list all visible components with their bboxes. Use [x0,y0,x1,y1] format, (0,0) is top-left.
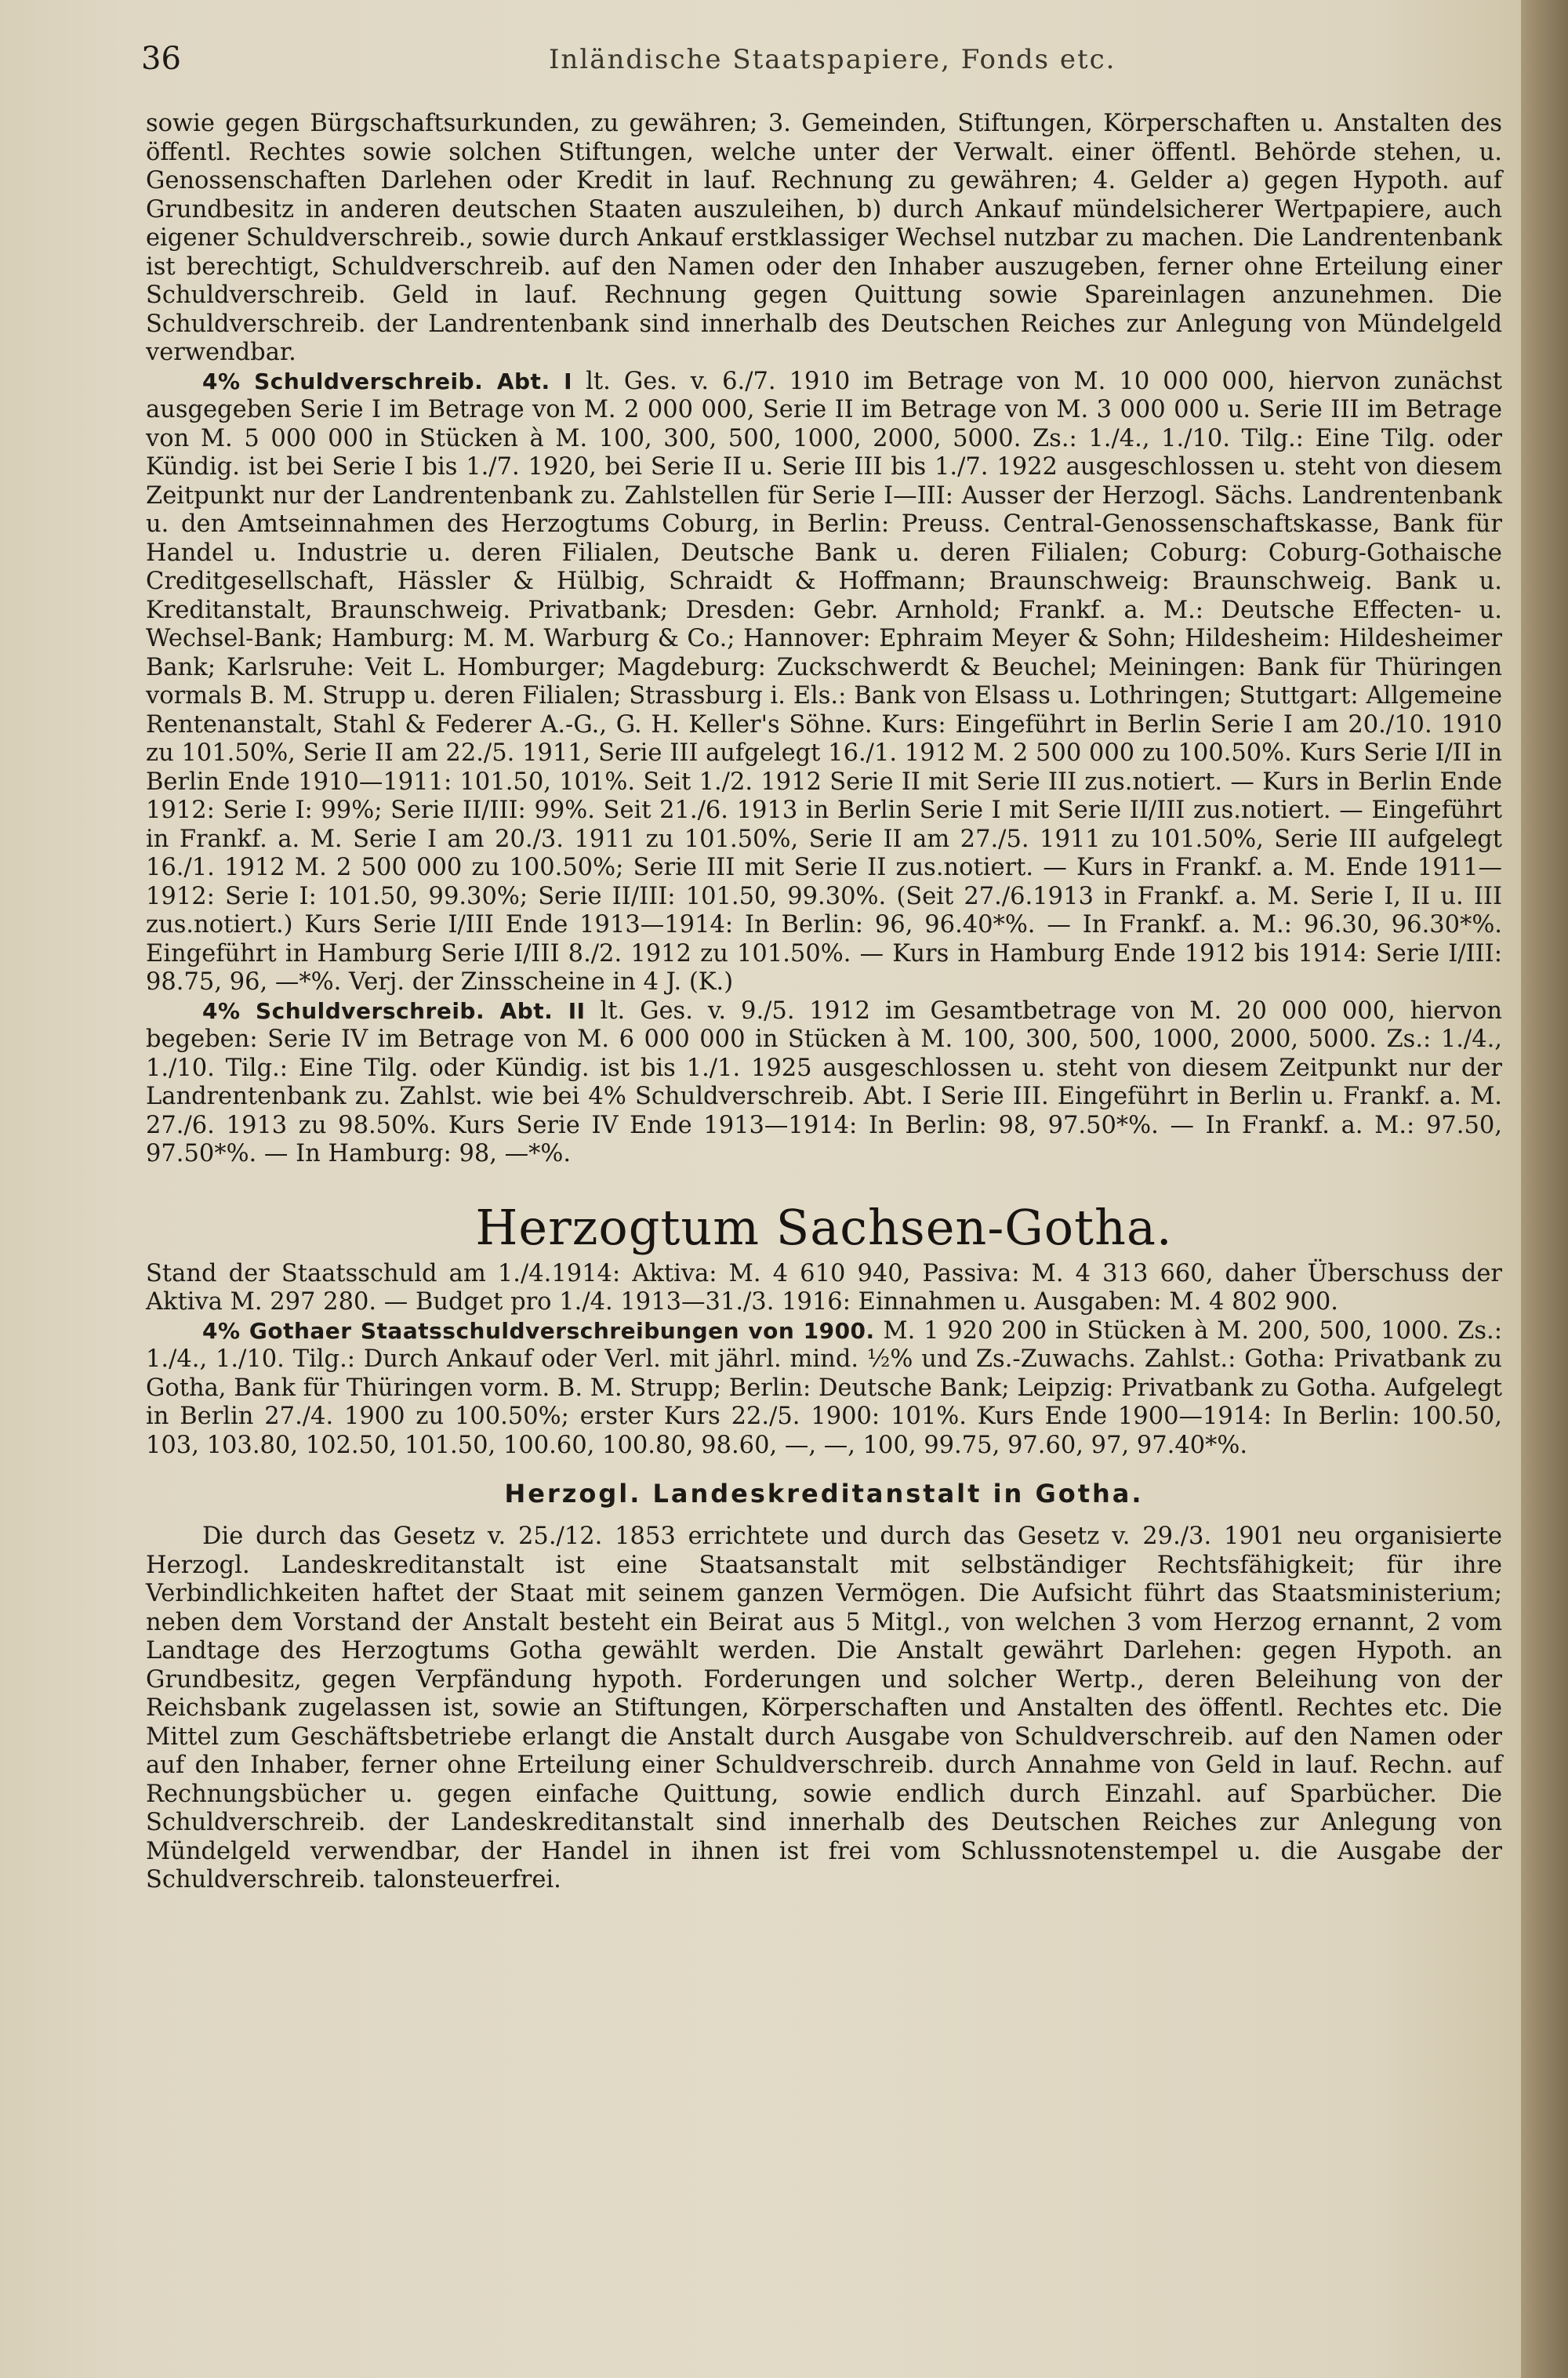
page-edge [1521,0,1568,2378]
page-header [141,41,1505,88]
paragraph: 4% Schuldverschreib. Abt. II lt. Ges. v. 9./5. 1912 im Gesamtbetrage von M. 20 000 000, hiervon begeben: Serie IV im Betrage von M. 6 000 000 in Stücken à M. 100, 300, 500, 1000, 2000, 5000. Zs.: 1./4., 1./10. Tilg.: Eine Tilg. oder Kündig. ist bis 1./1. 1925 ausgeschlossen u. steht von diesem Zeitpunkt nur der Landrentenbank zu. Zahlst. wie bei 4% Schuldverschreib. Abt. I Serie III. Eingeführt in Berlin u. Frankf. a. M. 27./6. 1913 zu 98.50%. Kurs Serie IV Ende 1913—1914: In Berlin: 98, 97.50*%. — In Frankf. a. M.: 97.50, 97.50*%. — In Hamburg: 98, —*%. [146,997,1502,1167]
paragraph: 4% Schuldverschreib. Abt. I lt. Ges. v. 6./7. 1910 im Betrage von M. 10 000 000, hiervon zunächst ausgegeben Serie I im Betrage von M. 2 000 000, Serie II im Betrage von M. 3 000 000 u. Serie III im Betrage von M. 5 000 000 in Stücken à M. 100, 300, 500, 1000, 2000, 5000. Zs.: 1./4., 1./10. Tilg.: Eine Tilg. oder Kündig. ist bei Serie I bis 1./7. 1920, bei Serie II u. Serie III bis 1./7. 1922 ausgeschlossen u. steht von diesem Zeitpunkt nur der Landrentenbank zu. Zahlstellen für Serie I—III: Ausser der Herzogl. Sächs. Landrentenbank u. den Amtseinnahmen des Herzogtums Coburg, in Berlin: Preuss. Central-Genossenschaftskasse, Bank für Handel u. Industrie u. deren Filialen, Deutsche Bank u. deren Filialen; Coburg: Coburg-Gothaische Creditgesellschaft, Hässler & Hülbig, Schraidt & Hoffmann; Braunschweig: Braunschweig. Bank u. Kreditanstalt, Braunschweig. Privatbank; Dresden: Gebr. Arnhold; Frankf. a. M.: Deutsche Effecten- u. Wechsel-Bank; Hamburg: M. M. Warburg & Co.; Hannover: Ephraim Meyer & Sohn; Hildesheim: Hildesheimer Bank; Karlsruhe: Veit L. Homburger; Magdeburg: Zuckschwerdt & Beuchel; Meiningen: Bank für Thüringen vormals B. M. Strupp u. deren Filialen; Strassburg i. Els.: Bank von Elsass u. Lothringen; Stuttgart: Allgemeine Rentenanstalt, Stahl & Federer A.-G., G. H. Keller's Söhne. Kurs: Eingeführt in Berlin Serie I am 20./10. 1910 zu 101.50%, Serie II am 22./5. 1911, Serie III aufgelegt 16./1. 1912 M. 2 500 000 zu 100.50%. Kurs Serie I/II in Berlin Ende 1910—1911: 101.50, 101%. Seit 1./2. 1912 Serie II mit Serie III zus.notiert. — Kurs in Berlin Ende 1912: Serie I: 99%; Serie II/III: 99%. Seit 21./6. 1913 in Berlin Serie I mit Serie II/III zus.notiert. — Eingeführt in Frankf. a. M. Serie I am 20./3. 1911 zu 101.50%, Serie II am 27./5. 1911 zu 101.50%, Serie III aufgelegt 16./1. 1912 M. 2 500 000 zu 100.50%; Serie III mit Serie II zus.notiert. — Kurs in Frankf. a. M. Ende 1911—1912: Serie I: 101.50, 99.30%; Serie II/III: 101.50, 99.30%. (Seit 27./6.1913 in Frankf. a. M. Serie I, II u. III zus.notiert.) Kurs Serie I/III Ende 1913—1914: In Berlin: 96, 96.40*%. — In Frankf. a. M.: 96.30, 96.30*%. Eingeführt in Hamburg Serie I/III 8./2. 1912 zu 101.50%. — Kurs in Hamburg Ende 1912 bis 1914: Serie I/III: 98.75, 96, —*%. Verj. der Zinsscheine in 4 J. (K.) [146,367,1502,996]
paragraph-lead: 4% Gothaer Staatsschuldverschreibungen von 1900. [202,1317,875,1344]
section-heading: Herzogtum Sachsen-Gotha. [475,1198,1173,1256]
paragraph-lead: 4% Schuldverschreib. Abt. I [202,368,573,394]
paragraph: Die durch das Gesetz v. 25./12. 1853 errichtete und durch das Gesetz v. 29./3. 1901 neu organisierte Herzogl. Landeskreditanstalt ist eine Staatsanstalt mit selbständiger Rechtsfähigkeit; für ihre Verbindlichkeiten haftet der Staat mit seinem ganzen Vermögen. Die Aufsicht führt das Staatsministerium; neben dem Vorstand der Anstalt besteht ein Beirat aus 5 Mitgl., von welchen 3 vom Herzog ernannt, 2 vom Landtage des Herzogtums Gotha gewählt werden. Die Anstalt gewährt Darlehen: gegen Hypoth. an Grundbesitz, gegen Verpfändung hypoth. Forderungen und solcher Wertp., deren Beleihung von der Reichsbank zugelassen ist, sowie an Stiftungen, Körperschaften und Anstalten des öffentl. Rechtes etc. Die Mittel zum Geschäftsbetriebe erlangt die Anstalt durch Ausgabe von Schuldverschreib. auf den Namen oder auf den Inhaber, ferner ohne Erteilung einer Schuldverschreib. durch Annahme von Geld in lauf. Rechn. auf Rechnungsbücher u. gegen einfache Quittung, sowie endlich durch Einzahl. auf Sparbücher. Die Schuldverschreib. der Landeskreditanstalt sind innerhalb des Deutschen Reiches zur Anlegung von Mündelgeld verwendbar, der Handel in ihnen ist frei vom Schlussnotenstempel u. die Ausgabe der Schuldverschreib. talonsteuerfrei. [146,1523,1502,1893]
paragraph-lead: 4% Schuldverschreib. Abt. II [202,997,586,1024]
running-title: Inländische Staatspapiere, Fonds etc. [549,44,1116,75]
paragraph: Stand der Staatsschuld am 1./4.1914: Aktiva: M. 4 610 940, Passiva: M. 4 313 660, daher Überschuss der Aktiva M. 297 280. — Budget pro 1./4. 1913—31./3. 1916: Einnahmen u. Ausgaben: M. 4 802 900. [146,1259,1502,1316]
page-body [146,110,1502,1895]
paragraph: 4% Gothaer Staatsschuldverschreibungen von 1900. M. 1 920 200 in Stücken à M. 200, 500, 1000. Zs.: 1./4., 1./10. Tilg.: Durch Ankauf oder Verl. mit jährl. mind. ½% und Zs.-Zuwachs. Zahlst.: Gotha: Privatbank zu Gotha, Bank für Thüringen vorm. B. M. Strupp; Berlin: Deutsche Bank; Leipzig: Privatbank zu Gotha. Aufgelegt in Berlin 27./4. 1900 zu 100.50%; erster Kurs 22./5. 1900: 101%. Kurs Ende 1900—1914: In Berlin: 100.50, 103, 103.80, 102.50, 101.50, 100.60, 100.80, 98.60, —, —, 100, 99.75, 97.60, 97, 97.40*%. [146,1316,1502,1459]
paragraph: sowie gegen Bürgschaftsurkunden, zu gewähren; 3. Gemeinden, Stiftungen, Körperschaften u. Anstalten des öffentl. Rechtes sowie solchen Stiftungen, welche unter der Verwalt. einer öffentl. Behörde stehen, u. Genossenschaften Darlehen oder Kredit in lauf. Rechnung zu gewähren; 4. Gelder a) gegen Hypoth. auf Grundbesitz in anderen deutschen Staaten auszuleihen, b) durch Ankauf mündelsicherer Wertpapiere, auch eigener Schuldverschreib., sowie durch Ankauf erstklassiger Wechsel nutzbar zu machen. Die Landrentenbank ist berechtigt, Schuldverschreib. auf den Namen oder den Inhaber auszugeben, ferner ohne Erteilung einer Schuldverschreib. Geld in lauf. Rechnung gegen Quittung sowie Spareinlagen anzunehmen. Die Schuldverschreib. der Landrentenbank sind innerhalb des Deutschen Reiches zur Anlegung von Mündelgeld verwendbar. [146,110,1502,366]
subsection-heading: Herzogl. Landeskreditanstalt in Gotha. [504,1479,1144,1508]
page-number: 36 [141,41,181,77]
